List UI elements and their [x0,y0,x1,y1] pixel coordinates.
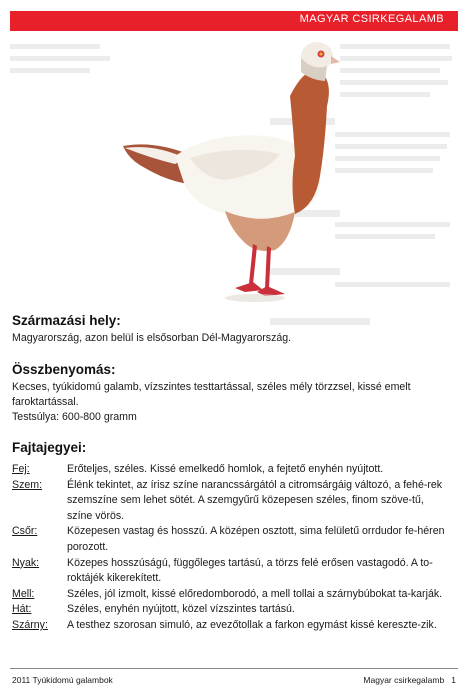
origin-title: Származási hely: [12,313,121,328]
trait-value: A testhez szorosan simuló, az evezőtollak a farkon egymást kissé kereszte-zik. [67,618,437,631]
trait-row [12,478,452,525]
footer-right: Magyar csirkegalamb 1 [363,675,456,685]
trait-key: Fej: [12,463,30,475]
trait-key: Szárny: [12,618,48,631]
trait-key: Nyak: [12,556,40,569]
footer-divider [10,668,458,669]
trait-value: Közepes hosszúságú, függőleges tartású, a törzs felé erősen vastagodó. A to-roktájék kikerekített. [67,556,433,585]
pigeon-photo [115,36,340,304]
origin-section [12,313,452,346]
traits-list [12,462,452,634]
trait-row [12,556,452,587]
trait-row [12,587,452,603]
overall-weight: Testsúlya: 600-800 gramm [12,411,137,423]
overall-title: Összbenyomás: [12,362,116,377]
overall-section [12,362,452,425]
trait-row [12,602,452,618]
trait-value: Széles, enyhén nyújtott, közel vízszintes tartású. [67,603,295,616]
trait-value: Széles, jól izmolt, kissé előredomborodó, a mell tollai a szárnybúbokat ta-karják. [67,587,443,600]
overall-text: Kecses, tyúkidomú galamb, vízszintes testtartással, széles mély törzzsel, kissé emelt faroktartással. [12,381,411,408]
traits-title: Fajtajegyei: [12,440,87,455]
traits-heading-block [12,440,452,458]
origin-text: Magyarország, azon belül is elsősorban Dél-Magyarország. [12,332,292,344]
trait-row [12,524,452,555]
trait-key: Csőr: [12,525,38,538]
trait-key: Hát: [12,603,32,616]
trait-key: Szem: [12,478,43,491]
trait-row [12,462,452,478]
trait-row [12,618,452,634]
header-title: MAGYAR CSIRKEGALAMB [299,13,444,25]
trait-key: Mell: [12,587,35,600]
footer-left: 2011 Tyúkidomú galambok [12,675,113,685]
trait-value: Erőteljes, széles. Kissé emelkedő homlok, a fejtető enyhén nyújtott. [67,463,384,475]
trait-value: Élénk tekintet, az írisz színe narancssárgától a citromsárgáig változó, a fehé-rek szemszíne sem lehet sötét. A szemgyűrű közepesen széles, finom szöve-tű, színe vörös. [67,478,443,522]
trait-value: Közepesen vastag és hosszú. A középen osztott, sima felületű orrdudor fe-héren porozott. [67,525,445,553]
